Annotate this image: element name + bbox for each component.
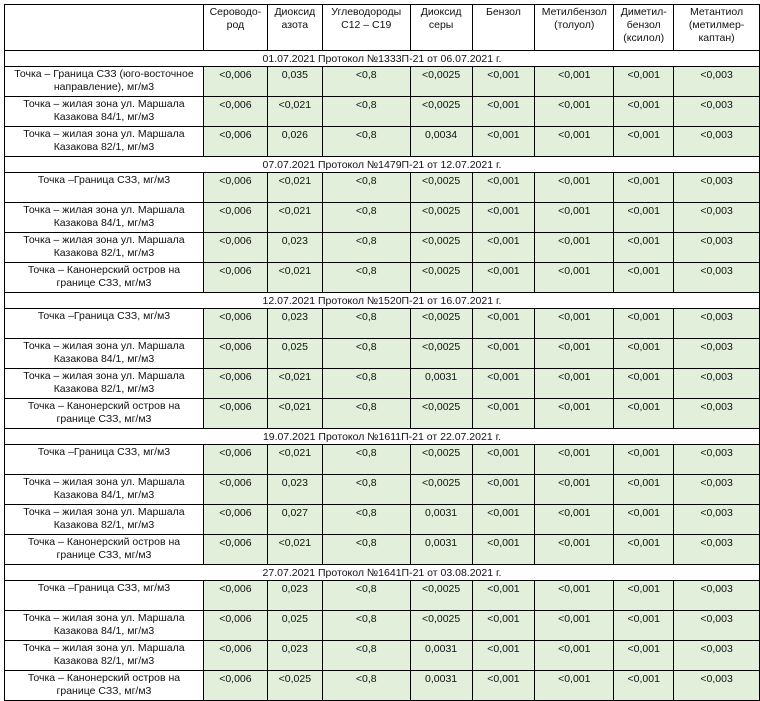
table-cell-value: <0,021 xyxy=(267,173,322,203)
table-row xyxy=(5,67,760,97)
table-cell-value: <0,001 xyxy=(472,127,535,157)
measurement-point-label: Точка – жилая зона ул. Маршала Казакова 84/1, мг/м3 xyxy=(5,475,204,505)
table-cell-value: <0,001 xyxy=(472,581,535,611)
table-cell-value: <0,001 xyxy=(535,475,614,505)
measurements-table xyxy=(4,4,760,701)
table-cell-value: <0,001 xyxy=(472,339,535,369)
table-cell-value: <0,0025 xyxy=(410,203,472,233)
table-cell-value: <0,001 xyxy=(535,97,614,127)
table-cell-value: <0,001 xyxy=(535,535,614,565)
protocol-header-row xyxy=(5,293,760,309)
measurement-point-label: Точка – жилая зона ул. Маршала Казакова 82/1, мг/м3 xyxy=(5,369,204,399)
table-row xyxy=(5,671,760,701)
table-cell-value: 0,0031 xyxy=(410,641,472,671)
table-cell-value: <0,001 xyxy=(535,505,614,535)
measurement-point-label: Точка – Граница СЗЗ (юго-восточное направление), мг/м3 xyxy=(5,67,204,97)
table-cell-value: <0,021 xyxy=(267,399,322,429)
measurements-table-container xyxy=(4,4,760,701)
table-cell-value: <0,006 xyxy=(203,641,267,671)
table-cell-value: <0,001 xyxy=(535,581,614,611)
header-benzene: Бензол xyxy=(472,5,535,51)
table-row xyxy=(5,611,760,641)
table-cell-value: <0,006 xyxy=(203,445,267,475)
table-cell-value: <0,003 xyxy=(674,67,760,97)
table-cell-value: <0,001 xyxy=(535,611,614,641)
table-cell-value: <0,001 xyxy=(472,641,535,671)
table-row xyxy=(5,505,760,535)
header-nitrogen-dioxide: Диоксид азота xyxy=(267,5,322,51)
table-cell-value: <0,001 xyxy=(472,233,535,263)
table-body xyxy=(5,51,760,701)
table-cell-value: <0,001 xyxy=(472,173,535,203)
table-cell-value: <0,003 xyxy=(674,233,760,263)
measurement-point-label: Точка – жилая зона ул. Маршала Казакова 82/1, мг/м3 xyxy=(5,127,204,157)
table-cell-value: <0,001 xyxy=(614,475,674,505)
table-cell-value: <0,001 xyxy=(472,505,535,535)
table-cell-value: <0,8 xyxy=(322,173,410,203)
table-cell-value: <0,001 xyxy=(472,67,535,97)
header-methanethiol: Метантиол (метилмер-каптан) xyxy=(674,5,760,51)
table-cell-value: <0,0025 xyxy=(410,475,472,505)
table-row xyxy=(5,203,760,233)
table-cell-value: <0,001 xyxy=(614,263,674,293)
table-cell-value: 0,035 xyxy=(267,67,322,97)
measurement-point-label: Точка –Граница СЗЗ, мг/м3 xyxy=(5,309,204,339)
table-cell-value: <0,006 xyxy=(203,233,267,263)
table-cell-value: <0,001 xyxy=(472,671,535,701)
table-cell-value: <0,8 xyxy=(322,67,410,97)
table-cell-value: <0,001 xyxy=(614,127,674,157)
table-cell-value: <0,021 xyxy=(267,263,322,293)
table-cell-value: <0,8 xyxy=(322,127,410,157)
table-cell-value: <0,003 xyxy=(674,505,760,535)
table-cell-value: <0,001 xyxy=(472,97,535,127)
table-row xyxy=(5,581,760,611)
table-row xyxy=(5,263,760,293)
table-cell-value: <0,021 xyxy=(267,203,322,233)
table-cell-value: <0,0025 xyxy=(410,581,472,611)
measurement-point-label: Точка – жилая зона ул. Маршала Казакова 82/1, мг/м3 xyxy=(5,505,204,535)
table-cell-value: <0,8 xyxy=(322,339,410,369)
table-cell-value: <0,021 xyxy=(267,445,322,475)
table-cell-value: <0,0025 xyxy=(410,309,472,339)
table-cell-value: <0,001 xyxy=(535,233,614,263)
table-cell-value: <0,001 xyxy=(472,309,535,339)
table-cell-value: <0,001 xyxy=(535,173,614,203)
measurement-point-label: Точка – Канонерский остров на границе СЗЗ, мг/м3 xyxy=(5,263,204,293)
table-row xyxy=(5,233,760,263)
table-cell-value: <0,021 xyxy=(267,535,322,565)
measurement-point-label: Точка – жилая зона ул. Маршала Казакова 84/1, мг/м3 xyxy=(5,203,204,233)
header-toluene: Метилбензол (толуол) xyxy=(535,5,614,51)
table-cell-value: <0,003 xyxy=(674,263,760,293)
table-cell-value: <0,001 xyxy=(614,399,674,429)
table-cell-value: <0,006 xyxy=(203,97,267,127)
measurement-point-label: Точка – жилая зона ул. Маршала Казакова 84/1, мг/м3 xyxy=(5,339,204,369)
table-cell-value: <0,8 xyxy=(322,97,410,127)
table-cell-value: <0,8 xyxy=(322,641,410,671)
table-cell-value: <0,0025 xyxy=(410,173,472,203)
table-cell-value: <0,003 xyxy=(674,339,760,369)
measurement-point-label: Точка – жилая зона ул. Маршала Казакова 84/1, мг/м3 xyxy=(5,611,204,641)
table-cell-value: <0,001 xyxy=(472,369,535,399)
measurement-point-label: Точка – жилая зона ул. Маршала Казакова 82/1, мг/м3 xyxy=(5,233,204,263)
table-cell-value: <0,003 xyxy=(674,475,760,505)
table-cell-value: <0,001 xyxy=(535,339,614,369)
table-cell-value: <0,8 xyxy=(322,263,410,293)
table-cell-value: <0,021 xyxy=(267,97,322,127)
table-cell-value: <0,001 xyxy=(535,369,614,399)
protocol-title: 19.07.2021 Протокол №1611П-21 от 22.07.2021 г. xyxy=(5,429,760,445)
table-cell-value: <0,001 xyxy=(472,535,535,565)
protocol-title: 12.07.2021 Протокол №1520П-21 от 16.07.2021 г. xyxy=(5,293,760,309)
table-cell-value: <0,006 xyxy=(203,399,267,429)
table-cell-value: 0,023 xyxy=(267,475,322,505)
table-cell-value: <0,006 xyxy=(203,173,267,203)
table-cell-value: <0,001 xyxy=(614,535,674,565)
header-hydrogen-sulfide: Сероводо-род xyxy=(203,5,267,51)
protocol-header-row xyxy=(5,157,760,173)
table-row xyxy=(5,127,760,157)
table-row xyxy=(5,399,760,429)
table-cell-value: <0,001 xyxy=(614,611,674,641)
table-cell-value: <0,025 xyxy=(267,671,322,701)
table-cell-value: <0,001 xyxy=(614,67,674,97)
table-cell-value: <0,8 xyxy=(322,309,410,339)
table-cell-value: <0,003 xyxy=(674,203,760,233)
table-cell-value: <0,001 xyxy=(614,369,674,399)
table-cell-value: <0,006 xyxy=(203,369,267,399)
table-cell-value: 0,0031 xyxy=(410,505,472,535)
table-row xyxy=(5,445,760,475)
measurement-point-label: Точка – жилая зона ул. Маршала Казакова 82/1, мг/м3 xyxy=(5,641,204,671)
table-cell-value: <0,006 xyxy=(203,671,267,701)
table-cell-value: 0,0031 xyxy=(410,671,472,701)
table-row xyxy=(5,339,760,369)
table-cell-value: <0,006 xyxy=(203,263,267,293)
table-cell-value: <0,8 xyxy=(322,535,410,565)
table-cell-value: <0,0025 xyxy=(410,339,472,369)
header-label-corner xyxy=(5,5,204,51)
table-cell-value: <0,001 xyxy=(472,475,535,505)
table-cell-value: <0,001 xyxy=(614,339,674,369)
table-cell-value: <0,001 xyxy=(472,263,535,293)
table-cell-value: <0,8 xyxy=(322,233,410,263)
table-cell-value: <0,006 xyxy=(203,611,267,641)
table-cell-value: <0,003 xyxy=(674,97,760,127)
table-cell-value: <0,001 xyxy=(535,671,614,701)
table-cell-value: <0,001 xyxy=(535,127,614,157)
header-sulfur-dioxide: Диоксид серы xyxy=(410,5,472,51)
table-cell-value: <0,003 xyxy=(674,127,760,157)
table-cell-value: 0,0031 xyxy=(410,369,472,399)
table-cell-value: <0,0025 xyxy=(410,233,472,263)
table-cell-value: <0,021 xyxy=(267,369,322,399)
measurement-point-label: Точка – жилая зона ул. Маршала Казакова 84/1, мг/м3 xyxy=(5,97,204,127)
table-row xyxy=(5,475,760,505)
table-cell-value: <0,001 xyxy=(614,671,674,701)
table-cell-value: 0,023 xyxy=(267,233,322,263)
measurement-point-label: Точка –Граница СЗЗ, мг/м3 xyxy=(5,173,204,203)
table-cell-value: <0,003 xyxy=(674,671,760,701)
table-cell-value: 0,025 xyxy=(267,611,322,641)
table-cell-value: <0,8 xyxy=(322,445,410,475)
table-cell-value: <0,8 xyxy=(322,369,410,399)
table-cell-value: <0,001 xyxy=(614,581,674,611)
table-row xyxy=(5,535,760,565)
measurement-point-label: Точка – Канонерский остров на границе СЗЗ, мг/м3 xyxy=(5,535,204,565)
table-cell-value: 0,026 xyxy=(267,127,322,157)
measurement-point-label: Точка – Канонерский остров на границе СЗЗ, мг/м3 xyxy=(5,671,204,701)
protocol-header-row xyxy=(5,429,760,445)
table-cell-value: <0,8 xyxy=(322,505,410,535)
table-cell-value: <0,001 xyxy=(614,641,674,671)
table-cell-value: 0,025 xyxy=(267,339,322,369)
table-row xyxy=(5,641,760,671)
table-cell-value: 0,0031 xyxy=(410,535,472,565)
table-cell-value: 0,0034 xyxy=(410,127,472,157)
protocol-header-row xyxy=(5,565,760,581)
table-cell-value: <0,006 xyxy=(203,127,267,157)
table-row xyxy=(5,309,760,339)
table-cell-value: 0,027 xyxy=(267,505,322,535)
table-cell-value: <0,003 xyxy=(674,173,760,203)
table-cell-value: <0,006 xyxy=(203,309,267,339)
table-cell-value: <0,8 xyxy=(322,581,410,611)
table-cell-value: <0,001 xyxy=(614,203,674,233)
table-cell-value: <0,001 xyxy=(535,641,614,671)
table-cell-value: <0,001 xyxy=(614,233,674,263)
table-cell-value: 0,023 xyxy=(267,309,322,339)
table-cell-value: <0,001 xyxy=(614,445,674,475)
table-cell-value: <0,001 xyxy=(535,399,614,429)
table-cell-value: <0,001 xyxy=(535,445,614,475)
table-row xyxy=(5,173,760,203)
table-cell-value: <0,8 xyxy=(322,399,410,429)
protocol-title: 01.07.2021 Протокол №1333П-21 от 06.07.2021 г. xyxy=(5,51,760,67)
table-cell-value: <0,001 xyxy=(535,203,614,233)
table-cell-value: <0,8 xyxy=(322,203,410,233)
table-cell-value: <0,001 xyxy=(614,173,674,203)
table-cell-value: <0,006 xyxy=(203,505,267,535)
table-cell-value: <0,0025 xyxy=(410,611,472,641)
table-cell-value: <0,001 xyxy=(472,399,535,429)
table-cell-value: <0,001 xyxy=(472,445,535,475)
table-cell-value: <0,0025 xyxy=(410,263,472,293)
table-cell-value: <0,003 xyxy=(674,399,760,429)
table-cell-value: <0,8 xyxy=(322,611,410,641)
table-cell-value: <0,003 xyxy=(674,445,760,475)
protocol-title: 27.07.2021 Протокол №1641П-21 от 03.08.2021 г. xyxy=(5,565,760,581)
table-cell-value: <0,0025 xyxy=(410,67,472,97)
header-hydrocarbons: Углеводороды С12 – С19 xyxy=(322,5,410,51)
header-row xyxy=(5,5,760,51)
table-cell-value: <0,001 xyxy=(535,263,614,293)
table-cell-value: <0,001 xyxy=(472,203,535,233)
table-row xyxy=(5,369,760,399)
table-cell-value: <0,006 xyxy=(203,203,267,233)
table-cell-value: <0,003 xyxy=(674,611,760,641)
measurement-point-label: Точка –Граница СЗЗ, мг/м3 xyxy=(5,581,204,611)
table-cell-value: <0,001 xyxy=(472,611,535,641)
table-cell-value: <0,003 xyxy=(674,641,760,671)
table-cell-value: <0,001 xyxy=(614,505,674,535)
table-cell-value: <0,003 xyxy=(674,369,760,399)
table-cell-value: <0,001 xyxy=(535,309,614,339)
protocol-header-row xyxy=(5,51,760,67)
table-cell-value: <0,0025 xyxy=(410,399,472,429)
table-cell-value: 0,023 xyxy=(267,641,322,671)
table-cell-value: <0,006 xyxy=(203,475,267,505)
table-cell-value: <0,8 xyxy=(322,475,410,505)
table-cell-value: <0,006 xyxy=(203,535,267,565)
table-cell-value: <0,003 xyxy=(674,309,760,339)
header-xylene: Диметил-бензол (ксилол) xyxy=(614,5,674,51)
table-cell-value: <0,006 xyxy=(203,581,267,611)
table-cell-value: <0,0025 xyxy=(410,97,472,127)
table-cell-value: <0,001 xyxy=(614,97,674,127)
table-cell-value: <0,006 xyxy=(203,339,267,369)
table-cell-value: <0,001 xyxy=(614,309,674,339)
table-cell-value: <0,003 xyxy=(674,535,760,565)
protocol-title: 07.07.2021 Протокол №1479П-21 от 12.07.2021 г. xyxy=(5,157,760,173)
table-row xyxy=(5,97,760,127)
table-cell-value: <0,0025 xyxy=(410,445,472,475)
table-cell-value: <0,8 xyxy=(322,671,410,701)
measurement-point-label: Точка –Граница СЗЗ, мг/м3 xyxy=(5,445,204,475)
measurement-point-label: Точка – Канонерский остров на границе СЗЗ, мг/м3 xyxy=(5,399,204,429)
table-cell-value: 0,023 xyxy=(267,581,322,611)
table-cell-value: <0,001 xyxy=(535,67,614,97)
table-cell-value: <0,006 xyxy=(203,67,267,97)
table-cell-value: <0,003 xyxy=(674,581,760,611)
